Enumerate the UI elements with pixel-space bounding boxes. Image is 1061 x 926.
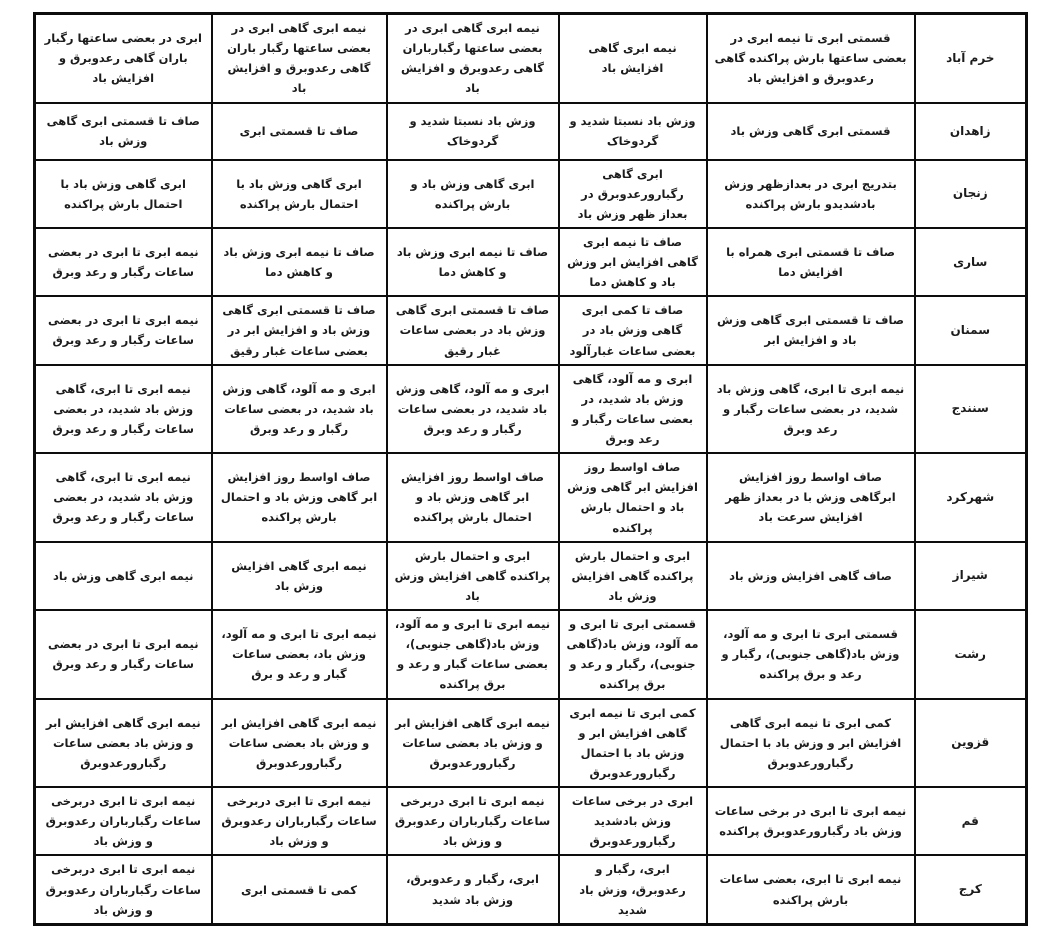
forecast-cell: صاف اواسط روز افزایش ابر گاهی وزش باد و احتمال بارش پراکنده bbox=[212, 453, 387, 542]
city-name-cell: زنجان bbox=[915, 160, 1027, 228]
table-row bbox=[35, 610, 1027, 699]
forecast-cell: قسمتی ابری تا ابری و مه آلود، وزش باد(گاهی جنوبی)، رگبار و رعد و برق پراکنده bbox=[559, 610, 707, 699]
forecast-cell: نیمه ابری تا ابری و مه آلود، وزش باد، بعضی ساعات گبار و رعد و برق bbox=[212, 610, 387, 699]
forecast-cell: قسمتی ابری گاهی وزش باد bbox=[707, 103, 915, 160]
forecast-cell: صاف اواسط روز افزایش ابر گاهی وزش باد و احتمال بارش پراکنده bbox=[559, 453, 707, 542]
forecast-cell: نیمه ابری تا ابری دربرخی ساعات رگبارباران رعدوبرق و وزش باد bbox=[387, 787, 559, 855]
city-name-cell: قم bbox=[915, 787, 1027, 855]
forecast-cell: صاف تا نیمه ابری گاهی افزایش ابر وزش باد و کاهش دما bbox=[559, 228, 707, 296]
forecast-cell: ابری گاهی وزش باد و بارش پراکنده bbox=[387, 160, 559, 228]
forecast-cell: صاف تا کمی ابری گاهی وزش باد در بعضی ساعات غبارآلود bbox=[559, 296, 707, 364]
forecast-cell: نیمه ابری گاهی ابری در بعضی ساعتها رگبارباران گاهی رعدوبرق و افزایش باد bbox=[387, 14, 559, 103]
forecast-cell: صاف اواسط روز افزایش ابرگاهی وزش با در بعداز ظهر افزایش سرعت باد bbox=[707, 453, 915, 542]
table-row bbox=[35, 542, 1027, 610]
forecast-cell: نیمه ابری تا ابری دربرخی ساعات رگبارباران رعدوبرق و وزش باد bbox=[35, 787, 212, 855]
forecast-cell: ابری و احتمال بارش پراکنده گاهی افزایش وزش باد bbox=[559, 542, 707, 610]
forecast-cell: نیمه ابری گاهی افزایش ابر و وزش باد بعضی ساعات رگبارورعدوبرق bbox=[387, 699, 559, 788]
forecast-cell: صاف تا نیمه ابری وزش باد و کاهش دما bbox=[387, 228, 559, 296]
city-name-cell: ساری bbox=[915, 228, 1027, 296]
forecast-cell: صاف تا نیمه ابری وزش باد و کاهش دما bbox=[212, 228, 387, 296]
forecast-cell: نیمه ابری گاهی افزایش ابر و وزش باد بعضی ساعات رگبارورعدوبرق bbox=[212, 699, 387, 788]
forecast-cell: وزش باد نسبتا شدید و گردوخاک bbox=[387, 103, 559, 160]
table-row bbox=[35, 787, 1027, 855]
forecast-cell: صاف اواسط روز افزایش ابر گاهی وزش باد و احتمال بارش پراکنده bbox=[387, 453, 559, 542]
table-row bbox=[35, 855, 1027, 924]
forecast-cell: نیمه ابری تا ابری، گاهی وزش باد شدید، در بعضی ساعات رگبار و رعد وبرق bbox=[35, 365, 212, 454]
table-row bbox=[35, 699, 1027, 788]
forecast-cell: نیمه ابری تا ابری دربرخی ساعات رگبارباران رعدوبرق و وزش باد bbox=[35, 855, 212, 924]
table-row bbox=[35, 103, 1027, 160]
forecast-cell: وزش باد نسبتا شدید و گردوخاک bbox=[559, 103, 707, 160]
forecast-cell: صاف تا قسمتی ابری همراه با افزایش دما bbox=[707, 228, 915, 296]
city-name-cell: خرم آباد bbox=[915, 14, 1027, 103]
forecast-cell: نیمه ابری گاهی افزایش باد bbox=[559, 14, 707, 103]
forecast-cell: نیمه ابری تا ابری دربرخی ساعات رگبارباران رعدوبرق و وزش باد bbox=[212, 787, 387, 855]
forecast-cell: نیمه ابری تا ابری و مه آلود، وزش باد(گاهی جنوبی)، بعضی ساعات گبار و رعد و برق پراکنده bbox=[387, 610, 559, 699]
table-row bbox=[35, 228, 1027, 296]
forecast-cell: بتدریج ابری در بعدازظهر وزش بادشدیدو بارش پراکنده bbox=[707, 160, 915, 228]
forecast-cell: نیمه ابری تا ابری، بعضی ساعات بارش پراکنده bbox=[707, 855, 915, 924]
forecast-cell: ابری در بعضی ساعتها رگبار باران گاهی رعدوبرق و افزایش باد bbox=[35, 14, 212, 103]
forecast-cell: صاف تا قسمتی ابری گاهی وزش باد و افزایش ابر در بعضی ساعات غبار رقیق bbox=[212, 296, 387, 364]
forecast-cell: نیمه ابری تا ابری در بعضی ساعات رگبار و رعد وبرق bbox=[35, 610, 212, 699]
forecast-cell: ابری و مه آلود، گاهی وزش باد شدید، در بعضی ساعات رگبار و رعد وبرق bbox=[559, 365, 707, 454]
table-row bbox=[35, 14, 1027, 103]
forecast-cell: ابری و احتمال بارش پراکنده گاهی افزایش وزش باد bbox=[387, 542, 559, 610]
table-row bbox=[35, 160, 1027, 228]
weather-forecast-table bbox=[33, 12, 1028, 926]
forecast-cell: نیمه ابری گاهی افزایش وزش باد bbox=[212, 542, 387, 610]
forecast-cell: صاف گاهی افزایش وزش باد bbox=[707, 542, 915, 610]
forecast-cell: ابری، رگبار و رعدوبرق، وزش باد شدید bbox=[387, 855, 559, 924]
forecast-cell: نیمه ابری تا ابری در برخی ساعات وزش باد رگبارورعدوبرق پراکنده bbox=[707, 787, 915, 855]
forecast-cell: ابری گاهی وزش باد با احتمال بارش پراکنده bbox=[212, 160, 387, 228]
city-name-cell: رشت bbox=[915, 610, 1027, 699]
forecast-cell: ابری، رگبار و رعدوبرق، وزش باد شدید bbox=[559, 855, 707, 924]
forecast-cell: ابری گاهی رگبارورعدوبرق در بعداز ظهر وزش باد bbox=[559, 160, 707, 228]
city-name-cell: شیراز bbox=[915, 542, 1027, 610]
forecast-cell: صاف تا قسمتی ابری bbox=[212, 103, 387, 160]
city-name-cell: قزوین bbox=[915, 699, 1027, 788]
city-name-cell: سنندج bbox=[915, 365, 1027, 454]
table-row bbox=[35, 453, 1027, 542]
forecast-cell: کمی تا قسمتی ابری bbox=[212, 855, 387, 924]
forecast-cell: نیمه ابری تا ابری در بعضی ساعات رگبار و رعد وبرق bbox=[35, 296, 212, 364]
forecast-cell: قسمتی ابری تا نیمه ابری در بعضی ساعتها بارش پراکنده گاهی رعدوبرق و افزایش باد bbox=[707, 14, 915, 103]
forecast-cell: صاف تا قسمتی ابری گاهی وزش باد در بعضی ساعات غبار رقیق bbox=[387, 296, 559, 364]
forecast-table-body bbox=[35, 14, 1027, 925]
forecast-cell: نیمه ابری گاهی افزایش ابر و وزش باد بعضی ساعات رگبارورعدوبرق bbox=[35, 699, 212, 788]
city-name-cell: زاهدان bbox=[915, 103, 1027, 160]
forecast-cell: کمی ابری تا نیمه ابری گاهی افزایش ابر و وزش باد با احتمال رگبارورعدوبرق bbox=[559, 699, 707, 788]
forecast-cell: ابری و مه آلود، گاهی وزش باد شدید، در بعضی ساعات رگبار و رعد وبرق bbox=[212, 365, 387, 454]
forecast-cell: صاف تا قسمتی ابری گاهی وزش باد و افزایش ابر bbox=[707, 296, 915, 364]
table-row bbox=[35, 365, 1027, 454]
city-name-cell: کرج bbox=[915, 855, 1027, 924]
forecast-cell: نیمه ابری تا ابری، گاهی وزش باد شدید، در بعضی ساعات رگبار و رعد وبرق bbox=[707, 365, 915, 454]
table-row bbox=[35, 296, 1027, 364]
forecast-cell: قسمتی ابری تا ابری و مه آلود، وزش باد(گاهی جنوبی)، رگبار و رعد و برق پراکنده bbox=[707, 610, 915, 699]
forecast-cell: کمی ابری تا نیمه ابری گاهی افزایش ابر و وزش باد با احتمال رگبارورعدوبرق bbox=[707, 699, 915, 788]
forecast-cell: ابری گاهی وزش باد با احتمال بارش پراکنده bbox=[35, 160, 212, 228]
forecast-cell: نیمه ابری تا ابری، گاهی وزش باد شدید، در بعضی ساعات رگبار و رعد وبرق bbox=[35, 453, 212, 542]
forecast-cell: نیمه ابری گاهی وزش باد bbox=[35, 542, 212, 610]
forecast-cell: نیمه ابری گاهی ابری در بعضی ساعتها رگبار باران گاهی رعدوبرق و افزایش باد bbox=[212, 14, 387, 103]
forecast-cell: صاف تا قسمتی ابری گاهی وزش باد bbox=[35, 103, 212, 160]
city-name-cell: سمنان bbox=[915, 296, 1027, 364]
forecast-cell: نیمه ابری تا ابری در بعضی ساعات رگبار و رعد وبرق bbox=[35, 228, 212, 296]
city-name-cell: شهرکرد bbox=[915, 453, 1027, 542]
forecast-cell: ابری در برخی ساعات وزش بادشدید رگبارورعدوبرق bbox=[559, 787, 707, 855]
forecast-cell: ابری و مه آلود، گاهی وزش باد شدید، در بعضی ساعات رگبار و رعد وبرق bbox=[387, 365, 559, 454]
